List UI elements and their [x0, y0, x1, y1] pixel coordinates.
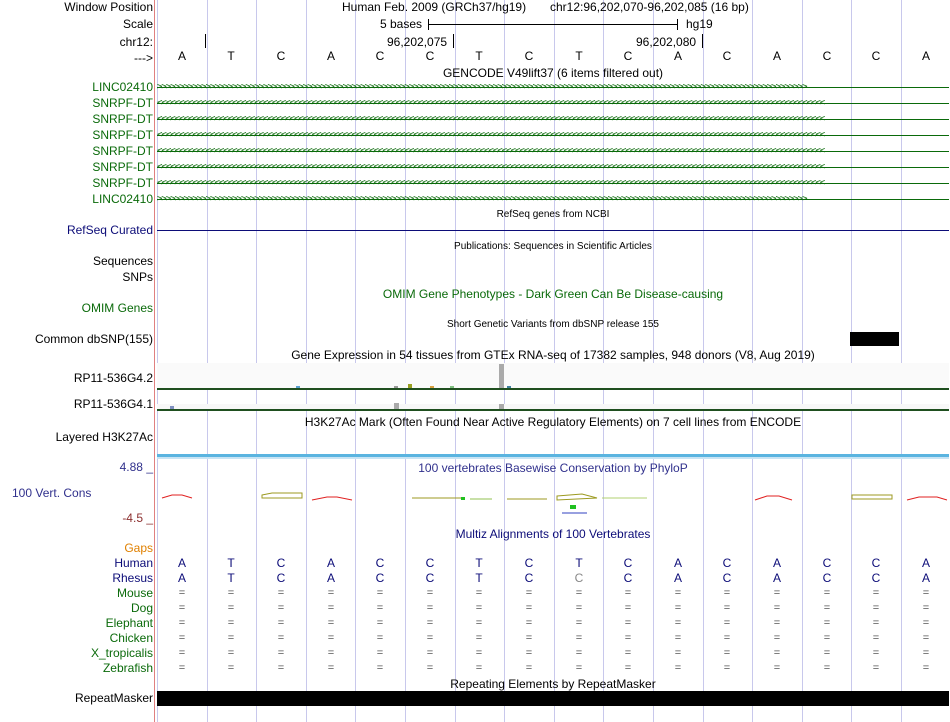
multiz-base: T	[227, 571, 235, 585]
multiz-base: =	[872, 602, 880, 614]
refseq-track-title: RefSeq genes from NCBI	[496, 209, 610, 220]
multiz-base: =	[773, 662, 781, 674]
multiz-base: =	[178, 632, 186, 644]
multiz-base: =	[575, 647, 583, 659]
multiz-base: C	[524, 571, 534, 585]
multiz-base: T	[575, 556, 583, 570]
multiz-species-label[interactable]: Human	[114, 556, 153, 570]
multiz-base: T	[227, 556, 235, 570]
multiz-base: =	[773, 632, 781, 644]
h3k27ac-track-title: H3K27Ac Mark (Often Found Near Active Regulatory Elements) on 7 cell lines from ENCODE	[304, 415, 802, 429]
multiz-base: C	[623, 556, 633, 570]
multiz-base: =	[823, 662, 831, 674]
multiz-base: =	[773, 647, 781, 659]
repeatmasker-element[interactable]	[157, 691, 949, 706]
multiz-base: =	[525, 602, 533, 614]
gencode-gene-label[interactable]: SNRPF-DT	[92, 112, 153, 126]
multiz-base: =	[277, 602, 285, 614]
multiz-base: C	[623, 571, 633, 585]
multiz-base: =	[575, 602, 583, 614]
multiz-base: C	[871, 571, 881, 585]
scale-text: 5 bases	[380, 17, 423, 31]
multiz-base: =	[823, 632, 831, 644]
gencode-gene-label[interactable]: LINC02410	[92, 192, 153, 206]
multiz-base: =	[624, 602, 632, 614]
base-letter: A	[326, 49, 335, 63]
multiz-base: =	[178, 662, 186, 674]
strand-label: --->	[134, 51, 153, 65]
multiz-base: =	[723, 587, 731, 599]
multiz-base: =	[327, 617, 335, 629]
base-letter: C	[722, 49, 732, 63]
multiz-base: C	[375, 571, 385, 585]
multiz-base: =	[277, 617, 285, 629]
multiz-base: C	[375, 556, 385, 570]
multiz-base: C	[722, 571, 732, 585]
gtex-gene-line-1	[157, 388, 949, 390]
multiz-base: =	[227, 647, 235, 659]
multiz-base: T	[475, 556, 483, 570]
multiz-species-label[interactable]: Chicken	[109, 631, 153, 645]
multiz-base: =	[823, 647, 831, 659]
repeatmasker-track-title: Repeating Elements by RepeatMasker	[450, 677, 656, 691]
multiz-base: =	[426, 587, 434, 599]
multiz-base: =	[773, 587, 781, 599]
multiz-base: =	[178, 647, 186, 659]
multiz-base: =	[277, 632, 285, 644]
gencode-gene-label[interactable]: SNRPF-DT	[92, 160, 153, 174]
multiz-base: =	[525, 632, 533, 644]
multiz-base: =	[872, 662, 880, 674]
multiz-base: =	[575, 587, 583, 599]
multiz-base: C	[524, 556, 534, 570]
multiz-base: =	[674, 602, 682, 614]
multiz-species-label[interactable]: Elephant	[105, 616, 153, 630]
gtex-bar[interactable]	[394, 403, 399, 409]
dbsnp-track-title: Short Genetic Variants from dbSNP release 155	[447, 319, 659, 330]
snps-track-label[interactable]: SNPs	[122, 270, 153, 284]
multiz-base: =	[376, 647, 384, 659]
base-letter: T	[475, 49, 483, 63]
multiz-base: A	[772, 556, 781, 570]
multiz-species-label[interactable]: Zebrafish	[102, 661, 153, 675]
gencode-gene-label[interactable]: SNRPF-DT	[92, 96, 153, 110]
multiz-base: =	[376, 617, 384, 629]
multiz-base: =	[624, 662, 632, 674]
gencode-strand-arrows: <<<<<<<<<<<<<<<<<<<<<<<<<<<<<<<<<<<<<<<<<<<<<<<<<<<<<<<<<<<<<<<<<<<<<<<<<<<<<<<<<<<<<<<<<<<<<<<<<<<<<<<<<<<<<<<<<<<<<<<<<<<<<<<<<<<<<<<<<<<<<<<<<<<<<<<	[157, 99, 825, 108]
phylop-track-title: 100 vertebrates Basewise Conservation by PhyloP	[418, 461, 688, 475]
gencode-gene-label[interactable]: LINC02410	[92, 80, 153, 94]
assembly-name: Human Feb. 2009 (GRCh37/hg19)	[342, 0, 527, 14]
phylop-track-label[interactable]: 100 Vert. Cons	[12, 486, 92, 500]
multiz-base: =	[624, 647, 632, 659]
multiz-base: =	[475, 662, 483, 674]
base-letter: C	[871, 49, 881, 63]
multiz-base: =	[227, 617, 235, 629]
base-letter: A	[177, 49, 186, 63]
multiz-base: =	[575, 632, 583, 644]
window-position-label: Window Position	[64, 0, 153, 14]
multiz-base: =	[327, 602, 335, 614]
h3k27ac-signal-secondary	[157, 457, 949, 459]
gencode-gene-label[interactable]: SNRPF-DT	[92, 176, 153, 190]
multiz-base: =	[922, 617, 930, 629]
multiz-base: =	[674, 647, 682, 659]
multiz-base: =	[674, 617, 682, 629]
multiz-base: =	[376, 632, 384, 644]
omim-track-title: OMIM Gene Phenotypes - Dark Green Can Be Disease-causing	[382, 287, 724, 301]
gencode-strand-arrows: <<<<<<<<<<<<<<<<<<<<<<<<<<<<<<<<<<<<<<<<<<<<<<<<<<<<<<<<<<<<<<<<<<<<<<<<<<<<<<<<<<<<<<<<<<<<<<<<<<<<<<<<<<<<<<<<<<<<<<<<<<<<<<<<<<<<<<<<<<<<<<<<<<<<<<<	[157, 179, 825, 188]
multiz-base: A	[921, 556, 930, 570]
gencode-strand-arrows: <<<<<<<<<<<<<<<<<<<<<<<<<<<<<<<<<<<<<<<<<<<<<<<<<<<<<<<<<<<<<<<<<<<<<<<<<<<<<<<<<<<<<<<<<<<<<<<<<<<<<<<<<<<<<<<<<<<<<<<<<<<<<<<<<<<<<<<<<<<<<<<<<<<<<<<	[157, 163, 825, 172]
gtex-bar[interactable]	[430, 386, 434, 388]
gtex-bar[interactable]	[394, 386, 398, 388]
multiz-base: =	[872, 632, 880, 644]
gtex-bar[interactable]	[408, 384, 412, 388]
multiz-species-label[interactable]: X_tropicalis	[90, 646, 153, 660]
multiz-base: =	[922, 662, 930, 674]
dbsnp-track-label[interactable]: Common dbSNP(155)	[34, 332, 153, 346]
base-letter: A	[921, 49, 930, 63]
gencode-track-title: GENCODE V49lift37 (6 items filtered out)	[442, 66, 664, 80]
multiz-base: =	[872, 647, 880, 659]
multiz-base: =	[475, 632, 483, 644]
multiz-base: C	[822, 556, 832, 570]
gtex-bar[interactable]	[507, 386, 511, 388]
multiz-base: A	[673, 571, 682, 585]
multiz-base: A	[177, 556, 186, 570]
multiz-base: =	[674, 632, 682, 644]
multiz-base: =	[426, 632, 434, 644]
multiz-base: A	[326, 556, 335, 570]
multiz-base: =	[773, 602, 781, 614]
multiz-base: C	[276, 556, 286, 570]
multiz-base: =	[872, 617, 880, 629]
multiz-base: C	[822, 571, 832, 585]
gtex-gene-line-2	[157, 409, 949, 411]
gtex-bar[interactable]	[499, 364, 504, 388]
multiz-base: =	[872, 587, 880, 599]
multiz-base: =	[178, 602, 186, 614]
multiz-base: =	[426, 647, 434, 659]
multiz-base: =	[327, 632, 335, 644]
refseq-track-label[interactable]: RefSeq Curated	[66, 223, 153, 237]
multiz-base: =	[624, 632, 632, 644]
multiz-base: =	[475, 617, 483, 629]
gencode-strand-arrows: >>>>>>>>>>>>>>>>>>>>>>>>>>>>>>>>>>>>>>>>>>>>>>>>>>>>>>>>>>>>>>>>>>>>>>>>>>>>>>>>>>>>>>>>>>>>>>>>>>>>>>>>>>>>>>>>>>>>>>>>>>>>>>>>>>>>>>>>>>>>>>>>>>>	[157, 195, 807, 204]
scale-label: Scale	[122, 17, 153, 31]
multiz-base: =	[475, 602, 483, 614]
gaps-label: Gaps	[124, 541, 153, 555]
coord-tick	[453, 34, 454, 48]
multiz-base: =	[922, 602, 930, 614]
base-letter: A	[772, 49, 781, 63]
multiz-base: =	[327, 647, 335, 659]
multiz-base: =	[674, 587, 682, 599]
multiz-base: =	[723, 632, 731, 644]
multiz-species-label[interactable]: Mouse	[116, 586, 153, 600]
multiz-base: =	[922, 632, 930, 644]
multiz-base: =	[773, 617, 781, 629]
multiz-base: =	[624, 587, 632, 599]
multiz-base: =	[277, 587, 285, 599]
multiz-base: =	[823, 602, 831, 614]
multiz-base: =	[227, 602, 235, 614]
multiz-species-label[interactable]: Dog	[130, 601, 153, 615]
multiz-base: =	[525, 617, 533, 629]
gtex-gene-label-2[interactable]: RP11-536G4.1	[73, 397, 153, 411]
multiz-base: =	[426, 617, 434, 629]
multiz-base: =	[376, 662, 384, 674]
multiz-base: C	[722, 556, 732, 570]
multiz-base: =	[723, 602, 731, 614]
multiz-base: =	[823, 587, 831, 599]
sequences-track-label[interactable]: Sequences	[92, 254, 153, 268]
multiz-base: =	[723, 617, 731, 629]
refseq-gene-line[interactable]	[157, 230, 949, 231]
base-letter: C	[375, 49, 385, 63]
base-letter: C	[276, 49, 286, 63]
multiz-base: =	[624, 617, 632, 629]
multiz-base: =	[922, 587, 930, 599]
multiz-base: C	[871, 556, 881, 570]
gencode-gene-label[interactable]: SNRPF-DT	[92, 128, 153, 142]
multiz-base: =	[277, 647, 285, 659]
base-letter: T	[227, 49, 235, 63]
publications-track-title: Publications: Sequences in Scientific Articles	[454, 241, 652, 252]
omim-track-label[interactable]: OMIM Genes	[81, 301, 153, 315]
multiz-base: =	[525, 662, 533, 674]
phylop-max-label: 4.88 _	[119, 460, 153, 474]
chrom-label: chr12:	[119, 35, 153, 49]
gtex-track-title: Gene Expression in 54 tissues from GTEx RNA-seq of 17382 samples, 948 donors (V8, Aug 2019)	[291, 348, 815, 362]
multiz-species-label[interactable]: Rhesus	[112, 571, 153, 585]
multiz-base: =	[475, 587, 483, 599]
scale-assembly: hg19	[686, 17, 713, 31]
scale-bar	[428, 17, 678, 32]
position-readout[interactable]: chr12:96,202,070-96,202,085 (16 bp)	[550, 0, 749, 14]
multiz-base: =	[674, 662, 682, 674]
gencode-strand-arrows: >>>>>>>>>>>>>>>>>>>>>>>>>>>>>>>>>>>>>>>>>>>>>>>>>>>>>>>>>>>>>>>>>>>>>>>>>>>>>>>>>>>>>>>>>>>>>>>>>>>>>>>>>>>>>>>>>>>>>>>>>>>>>>>>>>>>>>>>>>>>>>>>>>>	[157, 83, 807, 92]
repeatmasker-track-label[interactable]: RepeatMasker	[74, 691, 153, 705]
gencode-gene-label[interactable]: SNRPF-DT	[92, 144, 153, 158]
base-letter: C	[822, 49, 832, 63]
coord-tick	[702, 34, 703, 48]
multiz-base: =	[227, 662, 235, 674]
multiz-base: C	[425, 571, 435, 585]
base-letter: T	[575, 49, 583, 63]
base-letter: C	[623, 49, 633, 63]
phylop-min-label: -4.5 _	[122, 511, 153, 525]
coord-label-1: 96,202,075	[387, 35, 448, 49]
multiz-base: A	[772, 571, 781, 585]
multiz-base: =	[922, 647, 930, 659]
h3k27ac-track-label[interactable]: Layered H3K27Ac	[55, 430, 153, 444]
multiz-base: =	[376, 587, 384, 599]
label-separator	[154, 0, 155, 722]
multiz-base: =	[475, 647, 483, 659]
coord-label-2: 96,202,080	[636, 35, 697, 49]
multiz-base: =	[525, 587, 533, 599]
coord-tick	[205, 34, 206, 48]
multiz-base: T	[475, 571, 483, 585]
multiz-base: =	[327, 662, 335, 674]
gtex-bar[interactable]	[170, 406, 174, 409]
base-letter: A	[673, 49, 682, 63]
multiz-base: =	[227, 587, 235, 599]
multiz-base: =	[376, 602, 384, 614]
gtex-bar[interactable]	[499, 404, 504, 409]
gencode-strand-arrows: <<<<<<<<<<<<<<<<<<<<<<<<<<<<<<<<<<<<<<<<<<<<<<<<<<<<<<<<<<<<<<<<<<<<<<<<<<<<<<<<<<<<<<<<<<<<<<<<<<<<<<<<<<<<<<<<<<<<<<<<<<<<<<<<<<<<<<<<<<<<<<<<<<<<<<<	[157, 147, 825, 156]
multiz-base: C	[425, 556, 435, 570]
multiz-track-title: Multiz Alignments of 100 Vertebrates	[455, 527, 651, 541]
multiz-base: =	[823, 617, 831, 629]
multiz-base: =	[575, 662, 583, 674]
gtex-bar[interactable]	[450, 386, 454, 388]
gencode-strand-arrows: <<<<<<<<<<<<<<<<<<<<<<<<<<<<<<<<<<<<<<<<<<<<<<<<<<<<<<<<<<<<<<<<<<<<<<<<<<<<<<<<<<<<<<<<<<<<<<<<<<<<<<<<<<<<<<<<<<<<<<<<<<<<<<<<<<<<<<<<<<<<<<<<<<<<<<<	[157, 131, 825, 140]
gtex-gene-label-1[interactable]: RP11-536G4.2	[73, 371, 153, 385]
gtex-bar[interactable]	[296, 386, 300, 388]
multiz-base: =	[426, 662, 434, 674]
base-letter: C	[425, 49, 435, 63]
multiz-base: =	[426, 602, 434, 614]
multiz-base: =	[327, 587, 335, 599]
multiz-base: =	[178, 587, 186, 599]
dbsnp-variant[interactable]	[850, 332, 899, 346]
multiz-base: =	[723, 662, 731, 674]
multiz-base: =	[227, 632, 235, 644]
multiz-base: =	[525, 647, 533, 659]
multiz-base: A	[673, 556, 682, 570]
multiz-base: A	[177, 571, 186, 585]
multiz-base: =	[277, 662, 285, 674]
multiz-base: =	[575, 617, 583, 629]
gtex-bar-area-1	[157, 363, 949, 388]
multiz-base: =	[178, 617, 186, 629]
multiz-base: A	[326, 571, 335, 585]
multiz-base: C	[276, 571, 286, 585]
gencode-strand-arrows: <<<<<<<<<<<<<<<<<<<<<<<<<<<<<<<<<<<<<<<<<<<<<<<<<<<<<<<<<<<<<<<<<<<<<<<<<<<<<<<<<<<<<<<<<<<<<<<<<<<<<<<<<<<<<<<<<<<<<<<<<<<<<<<<<<<<<<<<<<<<<<<<<<<<<<<	[157, 115, 825, 124]
multiz-base: =	[723, 647, 731, 659]
base-letter: C	[524, 49, 534, 63]
phylop-signal[interactable]	[157, 488, 949, 514]
multiz-base: A	[921, 571, 930, 585]
multiz-base: C	[574, 571, 584, 585]
